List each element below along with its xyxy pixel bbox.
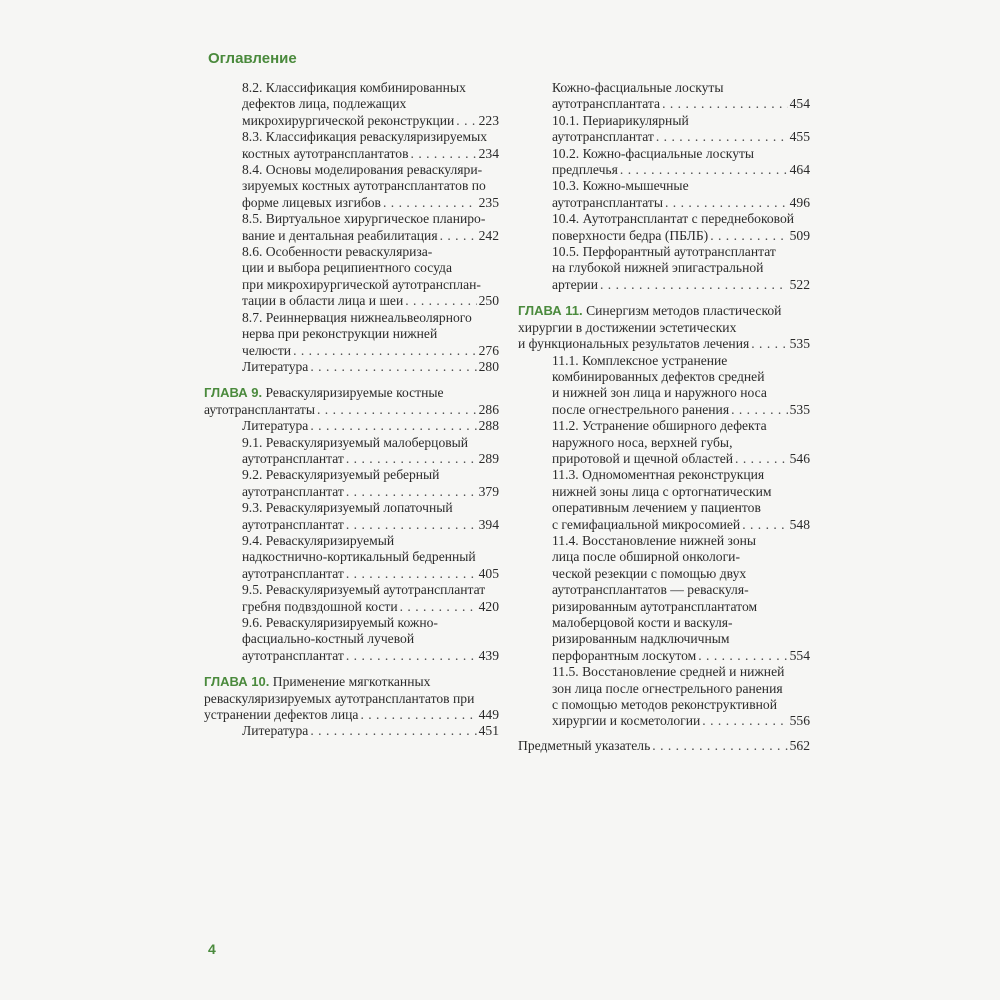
toc-line (204, 228, 499, 244)
toc-line-text: и функциональных результатов лечения (518, 336, 750, 352)
toc-right-column (518, 80, 810, 754)
toc-line (518, 435, 810, 451)
toc-line-text: фасциально-костный лучевой (242, 631, 415, 647)
toc-page-number: 548 (789, 516, 810, 532)
page-number: 4 (208, 941, 216, 957)
toc-line (518, 500, 810, 516)
toc-line-text: 9.4. Реваскуляризируемый (242, 532, 395, 548)
toc-line-text: зон лица после огнестрельного ранения (552, 680, 783, 696)
toc-line-text: аутотрансплантаты (552, 194, 663, 210)
toc-line-text: аутотрансплантат (552, 129, 654, 145)
toc-line-text: ризированным надключичным (552, 631, 730, 647)
dot-leader (652, 738, 787, 754)
toc-line (204, 80, 499, 96)
toc-line-text: Кожно-фасциальные лоскуты (552, 80, 724, 95)
dot-leader (600, 277, 788, 293)
toc-line-text: перфорантным лоскутом (552, 647, 697, 663)
toc-line (518, 402, 810, 418)
toc-page-number: 464 (789, 162, 810, 178)
toc-line-text: предплечья (552, 162, 618, 178)
toc-line-text: нерва при реконструкции нижней (242, 326, 438, 342)
toc-line (204, 500, 499, 516)
toc-chapter-11-rest (518, 320, 810, 353)
toc-page-number: 234 (478, 145, 499, 161)
chapter-9-title: Реваскуляризируемые костные (265, 385, 444, 401)
toc-line (518, 566, 810, 582)
toc-line-text: 11.5. Восстановление средней и нижней (552, 664, 785, 680)
toc-line-text: надкостнично-кортикальный бедренный (242, 549, 476, 565)
toc-line-text: реваскуляризируемых аутотрансплантатов при (204, 690, 475, 706)
toc-line-text: аутотрансплантат (242, 516, 344, 532)
dot-leader (360, 707, 476, 723)
toc-line (204, 467, 499, 483)
toc-line (204, 418, 499, 434)
toc-page-number: 449 (478, 707, 499, 723)
toc-line-text: 9.6. Реваскуляризируемый кожно- (242, 615, 438, 630)
dot-leader (735, 451, 788, 467)
toc-line (204, 566, 499, 582)
toc-page-number: 451 (478, 723, 499, 739)
toc-line-text: после огнестрельного ранения (552, 401, 730, 417)
dot-leader (293, 343, 477, 359)
dot-leader (346, 648, 477, 664)
toc-page-number: 496 (789, 194, 810, 210)
toc-line (204, 195, 499, 211)
toc-page-number: 276 (478, 342, 499, 358)
toc-page-number: 288 (478, 418, 499, 434)
toc-line (204, 162, 499, 178)
toc-page-number: 420 (478, 598, 499, 614)
toc-line-text: приротовой и щечной областей (552, 450, 734, 466)
toc-line (204, 517, 499, 533)
toc-left-column (204, 80, 499, 740)
toc-chapter-10-rest (204, 691, 499, 724)
toc-line (204, 615, 499, 631)
toc-line-text: аутотрансплантата (552, 96, 661, 112)
toc-chapter-10-literature (204, 723, 499, 739)
toc-line (204, 113, 499, 129)
toc-line-text: вание и дентальная реабилитация (242, 227, 438, 243)
toc-line-text: 10.1. Периарикулярный (552, 112, 689, 128)
toc-line-text: 9.3. Реваскуляризуемый лопаточный (242, 500, 453, 516)
toc-line (204, 723, 499, 739)
toc-page-number: 394 (478, 516, 499, 532)
toc-line (518, 385, 810, 401)
toc-page-number: 556 (789, 713, 810, 729)
toc-page-number: 439 (478, 647, 499, 663)
toc-line-text: артерии (552, 276, 598, 292)
toc-line (204, 310, 499, 326)
toc-line-text: Литература (242, 358, 309, 374)
toc-line-text: тации в области лица и шеи (242, 293, 404, 309)
dot-leader (383, 195, 477, 211)
dot-leader (400, 599, 477, 615)
toc-line (204, 484, 499, 500)
toc-line (518, 211, 810, 227)
toc-line-text: и нижней зон лица и наружного носа (552, 385, 767, 401)
toc-line (204, 260, 499, 276)
toc-line-text: аутотрансплантат (242, 647, 344, 663)
toc-line (204, 96, 499, 112)
toc-line-text: 11.2. Устранение обширного дефекта (552, 418, 767, 434)
toc-line (518, 467, 810, 483)
toc-line-text: микрохирургической реконструкции (242, 112, 455, 128)
toc-section-11-list (518, 353, 810, 730)
toc-line (518, 129, 810, 145)
toc-line-text: 8.7. Реиннервация нижнеальвеолярного (242, 309, 472, 325)
toc-line (518, 195, 810, 211)
toc-line (518, 713, 810, 729)
dot-leader (702, 713, 787, 729)
toc-line (518, 178, 810, 194)
toc-line (518, 582, 810, 598)
toc-line (204, 549, 499, 565)
toc-page-number: 546 (789, 450, 810, 466)
toc-line (518, 146, 810, 162)
toc-page-number: 250 (478, 293, 499, 309)
toc-page-number: 455 (789, 129, 810, 145)
toc-line-text: 11.1. Комплексное устранение (552, 352, 728, 368)
toc-line-text: на глубокой нижней эпигастральной (552, 260, 764, 276)
toc-line-text: 9.5. Реваскуляризуемый аутотрансплантат (242, 582, 486, 598)
toc-page-number: 286 (478, 401, 499, 417)
toc-chapter-11-heading (518, 303, 810, 319)
toc-line (518, 451, 810, 467)
dot-leader (662, 96, 788, 112)
dot-leader (310, 359, 476, 375)
toc-line (518, 615, 810, 631)
chapter-10-title: Применение мягкотканных (272, 674, 431, 690)
toc-page-number: 223 (478, 112, 499, 128)
toc-line-text: оперативным лечением у пациентов (552, 500, 761, 516)
dot-leader (405, 293, 476, 309)
toc-line (518, 336, 810, 352)
toc-chapter-10-heading (204, 674, 499, 690)
chapter-10-label: ГЛАВА 10. (204, 674, 270, 690)
toc-line (518, 353, 810, 369)
toc-line-text: 10.5. Перфорантный аутотрансплантат (552, 244, 776, 260)
dot-leader (456, 113, 476, 129)
dot-leader (346, 451, 477, 467)
toc-line-text: устранении дефектов лица (204, 707, 359, 723)
toc-line-text: 11.3. Одномоментная реконструкция (552, 467, 765, 483)
toc-line-text: гребня подвздошной кости (242, 598, 398, 614)
toc-page-number: 522 (789, 276, 810, 292)
toc-section-9-list (204, 418, 499, 664)
toc-line-text: нижней зоны лица с ортогнатическим (552, 483, 772, 499)
toc-line (518, 244, 810, 260)
toc-page-number: 454 (789, 96, 810, 112)
toc-line-text: с помощью методов реконструктивной (552, 697, 777, 713)
dot-leader (346, 484, 477, 500)
dot-leader (317, 402, 477, 418)
toc-line (518, 549, 810, 565)
toc-line (204, 359, 499, 375)
toc-line-text: ризированным аутотрансплантатом (552, 598, 758, 614)
chapter-11-label: ГЛАВА 11. (518, 303, 583, 319)
toc-line (518, 369, 810, 385)
toc-line (204, 451, 499, 467)
toc-line-text: зируемых костных аутотрансплантатов по (242, 178, 486, 194)
toc-line-text: поверхности бедра (ПБЛБ) (552, 227, 709, 243)
dot-leader (710, 228, 787, 244)
toc-line-text: ческой резекции с помощью двух (552, 565, 747, 581)
toc-subject-index (518, 738, 810, 754)
toc-line (518, 681, 810, 697)
toc-page-number: 535 (789, 401, 810, 417)
toc-line (518, 113, 810, 129)
toc-page-number: 554 (789, 647, 810, 663)
toc-line-text: Литература (242, 418, 309, 434)
toc-section-8-list (204, 80, 499, 375)
dot-leader (731, 402, 788, 418)
toc-line (204, 211, 499, 227)
toc-line (518, 320, 810, 336)
dot-leader (656, 129, 788, 145)
toc-line-text: 9.2. Реваскуляризуемый реберный (242, 467, 440, 483)
dot-leader (751, 336, 787, 352)
toc-line (204, 582, 499, 598)
toc-line-text: хирургии в достижении эстетических (518, 319, 737, 335)
toc-page-number: 562 (789, 737, 810, 753)
toc-line (204, 178, 499, 194)
toc-line (518, 738, 810, 754)
toc-page-number: 379 (478, 483, 499, 499)
toc-line (204, 402, 499, 418)
toc-line-text: аутотрансплантат (242, 565, 344, 581)
toc-line-text: 10.2. Кожно-фасциальные лоскуты (552, 145, 755, 161)
dot-leader (310, 418, 476, 434)
toc-page-number: 289 (478, 450, 499, 466)
toc-line-text: 10.3. Кожно-мышечные (552, 178, 689, 194)
toc-line (518, 697, 810, 713)
dot-leader (440, 228, 477, 244)
toc-page-number: 535 (789, 336, 810, 352)
dot-leader (310, 723, 476, 739)
dot-leader (346, 517, 477, 533)
toc-line-text: аутотрансплантат (242, 450, 344, 466)
toc-line (204, 244, 499, 260)
toc-line (204, 343, 499, 359)
toc-line-text: челюсти (242, 342, 292, 358)
toc-line-text: ции и выбора реципиентного сосуда (242, 260, 452, 276)
toc-line-text: аутотрансплантаты (204, 401, 315, 417)
dot-leader (411, 146, 477, 162)
dot-leader (620, 162, 788, 178)
toc-line-text: 10.4. Аутотрансплантат с переднебоковой (552, 211, 795, 227)
toc-line (518, 260, 810, 276)
toc-page-number: 405 (478, 565, 499, 581)
toc-line (204, 691, 499, 707)
toc-line-text: Литература (242, 723, 309, 739)
toc-line (518, 648, 810, 664)
toc-page-number: 235 (478, 194, 499, 210)
toc-line (518, 162, 810, 178)
toc-chapter-9-heading (204, 385, 499, 401)
toc-chapter-9-rest (204, 402, 499, 418)
toc-line (518, 228, 810, 244)
toc-line (518, 418, 810, 434)
toc-line (204, 707, 499, 723)
toc-line (204, 326, 499, 342)
toc-line-text: наружного носа, верхней губы, (552, 434, 733, 450)
toc-line (204, 533, 499, 549)
toc-line (204, 146, 499, 162)
toc-line-text: с гемифациальной микросомией (552, 516, 741, 532)
toc-line-text: дефектов лица, подлежащих (242, 96, 407, 112)
toc-line-text: комбинированных дефектов средней (552, 368, 765, 384)
toc-line (204, 277, 499, 293)
toc-line (518, 517, 810, 533)
toc-line-text: 9.1. Реваскуляризуемый малоберцовый (242, 434, 469, 450)
toc-line-text: лица после обширной онкологи- (552, 549, 740, 565)
toc-line-text: 8.6. Особенности реваскуляриза- (242, 244, 433, 260)
toc-line-text: 8.2. Классификация комбинированных (242, 80, 466, 95)
toc-line (518, 80, 810, 96)
toc-line (204, 129, 499, 145)
dot-leader (742, 517, 787, 533)
toc-line (204, 631, 499, 647)
toc-line-text: хирургии и косметологии (552, 713, 701, 729)
toc-line (518, 96, 810, 112)
toc-line-text: 8.3. Классификация реваскуляризируемых (242, 129, 488, 145)
page-header: Оглавление (208, 50, 297, 67)
toc-line-text: аутотрансплантат (242, 483, 344, 499)
dot-leader (665, 195, 788, 211)
toc-line-text: Предметный указатель (518, 737, 651, 753)
toc-page-number: 242 (478, 227, 499, 243)
toc-line-text: при микрохирургической аутотрансплан- (242, 276, 481, 292)
dot-leader (698, 648, 787, 664)
toc-page-number: 280 (478, 358, 499, 374)
chapter-11-title: Синергизм методов пластической (586, 303, 782, 319)
toc-line (204, 435, 499, 451)
chapter-9-label: ГЛАВА 9. (204, 385, 263, 401)
toc-line-text: аутотрансплантатов — реваскуля- (552, 582, 749, 598)
toc-line-text: 11.4. Восстановление нижней зоны (552, 532, 757, 548)
toc-line-text: 8.4. Основы моделирования реваскуляри- (242, 162, 483, 178)
toc-page-number: 509 (789, 227, 810, 243)
toc-line (518, 533, 810, 549)
toc-line-text: 8.5. Виртуальное хирургическое планиро- (242, 211, 486, 227)
toc-line (204, 599, 499, 615)
toc-section-10-list (518, 80, 810, 293)
toc-line (518, 599, 810, 615)
toc-line (518, 484, 810, 500)
toc-line-text: малоберцовой кости и васкуля- (552, 615, 733, 630)
toc-line (518, 631, 810, 647)
toc-line (518, 277, 810, 293)
dot-leader (346, 566, 477, 582)
toc-line (204, 648, 499, 664)
toc-line-text: костных аутотрансплантатов (242, 145, 409, 161)
toc-line (204, 293, 499, 309)
toc-line (518, 664, 810, 680)
toc-line-text: форме лицевых изгибов (242, 194, 381, 210)
